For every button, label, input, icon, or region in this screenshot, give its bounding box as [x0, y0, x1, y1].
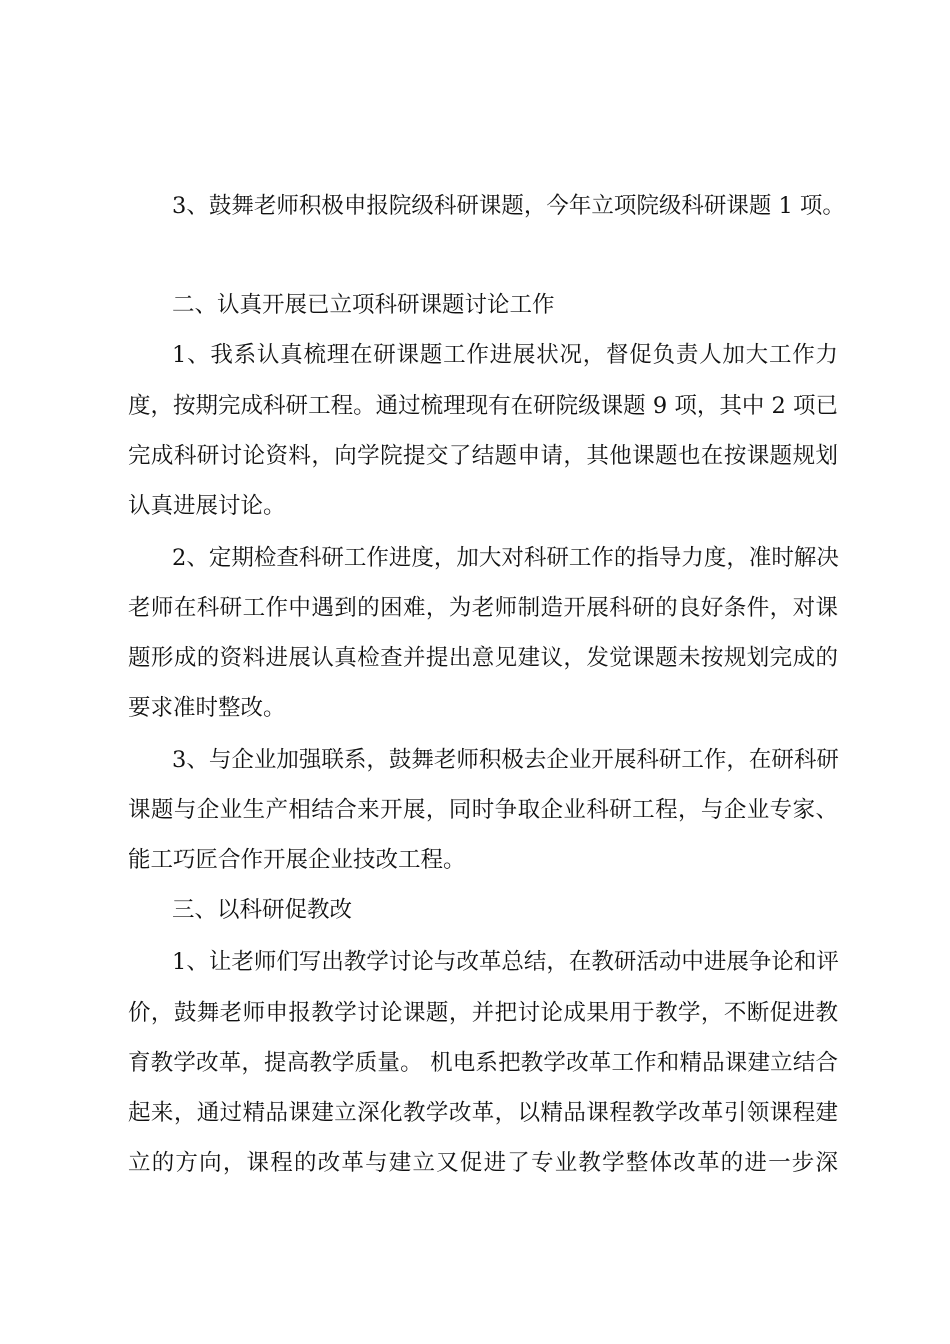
paragraph-item-3-intro: 3、鼓舞老师积极申报院级科研课题，今年立项院级科研课题 1 项。	[172, 193, 845, 219]
section-3-heading: 三、以科研促教改	[172, 897, 353, 923]
section-2-heading: 二、认真开展已立项科研课题讨论工作	[172, 292, 555, 318]
section-2-p1-line-1: 1、我系认真梳理在研课题工作进展状况，督促负责人加大工作力	[172, 342, 838, 368]
section-3-p1-line-5: 立的方向，课程的改革与建立又促进了专业教学整体改革的进一步深	[128, 1150, 838, 1176]
section-2-p3-line-1: 3、与企业加强联系，鼓舞老师积极去企业开展科研工作，在研科研	[172, 747, 839, 773]
section-2-p2-line-3: 题形成的资料进展认真检查并提出意见建议，发觉课题未按规划完成的	[128, 645, 838, 671]
section-2-p1-line-2: 度，按期完成科研工程。通过梳理现有在研院级课题 9 项，其中 2 项已	[128, 393, 838, 419]
section-3-p1-line-1: 1、让老师们写出教学讨论与改革总结，在教研活动中进展争论和评	[172, 949, 839, 975]
section-2-p3-line-2: 课题与企业生产相结合来开展，同时争取企业科研工程，与企业专家、	[128, 797, 838, 823]
section-2-p3-line-3: 能工巧匠合作开展企业技改工程。	[128, 847, 466, 873]
section-3-p1-line-3: 育教学改革，提高教学质量。 机电系把教学改革工作和精品课建立结合	[128, 1050, 838, 1076]
section-2-p2-line-2: 老师在科研工作中遇到的困难，为老师制造开展科研的良好条件，对课	[128, 595, 838, 621]
section-2-p2-line-1: 2、定期检查科研工作进度，加大对科研工作的指导力度，准时解决	[172, 545, 839, 571]
section-3-p1-line-4: 起来，通过精品课建立深化教学改革，以精品课程教学改革引领课程建	[128, 1100, 838, 1126]
section-2-p1-line-4: 认真进展讨论。	[128, 493, 286, 519]
section-2-p2-line-4: 要求准时整改。	[128, 695, 286, 721]
section-3-p1-line-2: 价，鼓舞老师申报教学讨论课题，并把讨论成果用于教学，不断促进教	[128, 1000, 838, 1026]
section-2-p1-line-3: 完成科研讨论资料，向学院提交了结题申请，其他课题也在按课题规划	[128, 443, 838, 469]
